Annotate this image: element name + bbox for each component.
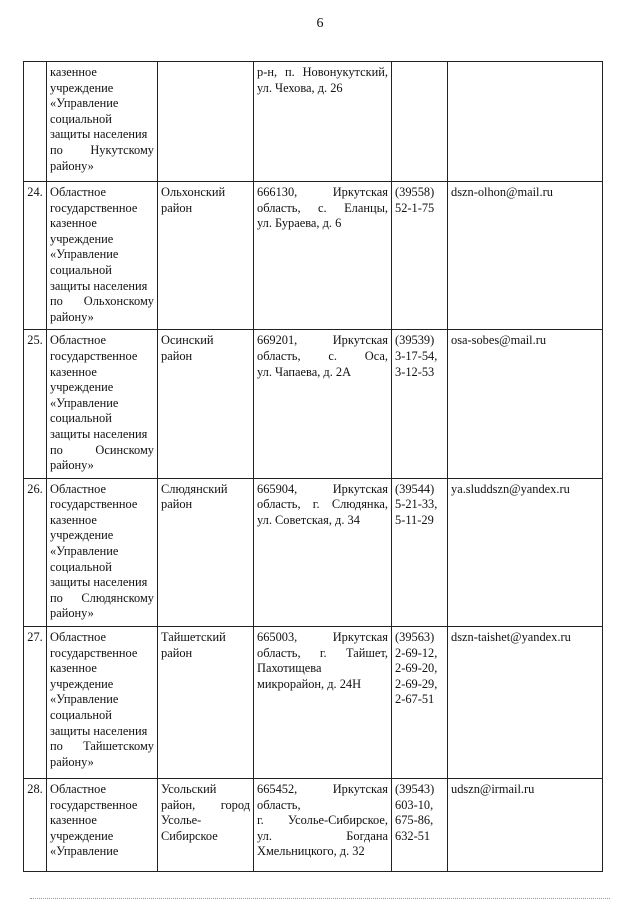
institution-name-line: району» [50, 309, 94, 324]
district-line: Усольский [161, 782, 217, 797]
institution-name-line: по Тайшетскому [50, 739, 154, 754]
institution-name-cell [47, 330, 158, 478]
phone-cell [392, 627, 448, 779]
phone-line: 52-1-75 [395, 200, 435, 215]
institution-name-line: Областное [50, 481, 107, 496]
email-address: osa-sobes@mail.ru [451, 333, 547, 348]
phone-line: (39543) [395, 782, 435, 797]
institution-name-line: по Нукутскому [50, 142, 154, 157]
institution-name-line: социальной [50, 262, 112, 277]
institution-name-line: государственное [50, 348, 138, 363]
institution-name-line: «Управление [50, 96, 119, 111]
institution-name-line: государственное [50, 645, 138, 660]
address-line: Пахотищева [257, 661, 322, 676]
institution-name-line: казенное [50, 813, 97, 828]
institution-name-line: учреждение [50, 80, 114, 95]
address-line: микрорайон, д. 24Н [257, 676, 362, 691]
institutions-table [23, 61, 603, 872]
table-row [24, 478, 603, 626]
table-row [24, 330, 603, 478]
phone-line: 2-69-20, [395, 661, 438, 676]
district-line: район [161, 348, 193, 363]
address-cell [254, 779, 392, 872]
district-line: Усолье- [161, 813, 202, 828]
phone-line: 3-17-54, [395, 348, 438, 363]
institution-name-line: социальной [50, 708, 112, 722]
address-line: область, г. Слюдянка, [257, 497, 388, 512]
address-line: 666130, Иркутская [257, 185, 388, 199]
institution-name-cell [47, 627, 158, 779]
phone-line: 675-86, [395, 813, 434, 828]
district-line: Тайшетский [161, 630, 226, 645]
address-line: область, с. Еланцы, [257, 200, 388, 215]
address-line: г. Усолье-Сибирское, [257, 813, 388, 828]
phone-cell [392, 779, 448, 872]
email-cell [448, 478, 603, 626]
email-address: dszn-taishet@yandex.ru [451, 630, 571, 645]
district-cell [158, 62, 254, 182]
institution-name-line: по Ольхонскому [50, 294, 154, 309]
institution-name-cell [47, 478, 158, 626]
phone-line: (39558) [395, 185, 435, 199]
district-line: район [161, 497, 193, 512]
address-cell [254, 62, 392, 182]
page-number: 6 [316, 16, 324, 31]
email-address: ya.sluddszn@yandex.ru [451, 481, 570, 496]
institution-name-line: по Слюдянскому [50, 590, 154, 605]
institution-name-line: социальной [50, 111, 112, 126]
address-line: ул. Чехова, д. 26 [257, 80, 343, 95]
institution-name-line: Областное [50, 333, 107, 348]
institution-name-line: государственное [50, 200, 138, 215]
institution-name-line: защиты населения [50, 723, 148, 738]
institution-name-line: учреждение [50, 828, 114, 843]
address-line: р-н, п. Новонукутский, [257, 65, 388, 79]
institution-name-line: «Управление [50, 692, 119, 707]
institution-name-line: казенное [50, 661, 97, 676]
row-number: 27. [24, 627, 47, 779]
institution-name-line: району» [50, 458, 94, 473]
address-line: 669201, Иркутская [257, 333, 388, 348]
institution-name-line: защиты населения [50, 127, 148, 142]
institution-name-line: учреждение [50, 380, 114, 395]
district-line: Ольхонский [161, 185, 226, 199]
address-cell [254, 478, 392, 626]
email-cell [448, 182, 603, 330]
district-line: район, город [161, 797, 250, 812]
institution-name-line: «Управление [50, 247, 119, 262]
institution-name-line: защиты населения [50, 575, 148, 590]
table-row [24, 182, 603, 330]
email-cell [448, 627, 603, 779]
district-cell [158, 627, 254, 779]
institution-name-line: государственное [50, 497, 138, 512]
email-address: dszn-olhon@mail.ru [451, 185, 553, 199]
district-cell [158, 779, 254, 872]
row-number [24, 62, 47, 182]
district-line: район [161, 645, 193, 660]
institution-name-line: социальной [50, 559, 112, 574]
district-cell [158, 330, 254, 478]
address-line: область, [257, 797, 301, 812]
address-cell [254, 627, 392, 779]
district-line: Осинский [161, 333, 214, 348]
institution-name-line: «Управление [50, 395, 119, 410]
phone-line: 5-11-29 [395, 512, 434, 527]
phone-line: 2-69-29, [395, 676, 438, 691]
phone-line: (39544) [395, 481, 435, 496]
institution-name-line: казенное [50, 216, 97, 231]
institution-name-line: казенное [50, 364, 97, 379]
institution-name-line: «Управление [50, 844, 119, 859]
email-cell [448, 330, 603, 478]
phone-cell [392, 478, 448, 626]
table-row [24, 62, 603, 182]
phone-line: 2-67-51 [395, 692, 435, 707]
table-row [24, 779, 603, 872]
phone-line: 3-12-53 [395, 364, 435, 379]
phone-line: 5-21-33, [395, 497, 438, 512]
row-number: 26. [24, 478, 47, 626]
phone-line: (39539) [395, 333, 435, 348]
district-line: Сибирское [161, 828, 218, 843]
address-line: область, г. Тайшет, [257, 645, 388, 660]
phone-line: (39563) [395, 630, 435, 645]
phone-line: 2-69-12, [395, 645, 438, 660]
address-line: Хмельницкого, д. 32 [257, 844, 365, 859]
district-line: район [161, 200, 193, 215]
institution-name-cell [47, 779, 158, 872]
phone-cell [392, 182, 448, 330]
address-line: 665003, Иркутская [257, 630, 388, 645]
institution-name-line: «Управление [50, 544, 119, 559]
institution-name-line: защиты населения [50, 426, 148, 441]
address-cell [254, 330, 392, 478]
district-line: Слюдянский [161, 481, 228, 496]
district-cell [158, 478, 254, 626]
address-line: 665904, Иркутская [257, 481, 388, 496]
phone-cell [392, 62, 448, 182]
address-cell [254, 182, 392, 330]
institution-name-line: казенное [50, 65, 97, 79]
institution-name-line: по Осинскому [50, 442, 154, 457]
table-row [24, 627, 603, 779]
phone-cell [392, 330, 448, 478]
institution-name-line: Областное [50, 630, 107, 645]
institution-name-line: району» [50, 606, 94, 621]
district-cell [158, 182, 254, 330]
institution-name-line: казенное [50, 512, 97, 527]
address-line: ул. Чапаева, д. 2А [257, 364, 352, 379]
address-line: 665452, Иркутская [257, 782, 388, 797]
phone-line: 632-51 [395, 828, 431, 843]
email-cell [448, 62, 603, 182]
email-address: udszn@irmail.ru [451, 782, 535, 797]
institution-name-line: району» [50, 158, 94, 173]
institution-name-line: учреждение [50, 231, 114, 246]
row-number: 25. [24, 330, 47, 478]
address-line: область, с. Оса, [257, 348, 388, 363]
institution-name-line: учреждение [50, 676, 114, 691]
institution-name-line: защиты населения [50, 278, 148, 293]
institution-name-line: району» [50, 754, 94, 769]
institution-name-line: государственное [50, 797, 138, 812]
row-number: 24. [24, 182, 47, 330]
row-number: 28. [24, 779, 47, 872]
address-line: ул. Советская, д. 34 [257, 512, 360, 527]
institution-name-line: Областное [50, 185, 107, 199]
address-line: ул. Богдана [257, 828, 388, 843]
bottom-rule [30, 898, 610, 899]
institution-name-cell [47, 62, 158, 182]
institution-name-cell [47, 182, 158, 330]
institution-name-line: социальной [50, 411, 112, 426]
email-cell [448, 779, 603, 872]
phone-line: 603-10, [395, 797, 434, 812]
institution-name-line: учреждение [50, 528, 114, 543]
institution-name-line: Областное [50, 782, 107, 797]
address-line: ул. Бураева, д. 6 [257, 216, 342, 231]
